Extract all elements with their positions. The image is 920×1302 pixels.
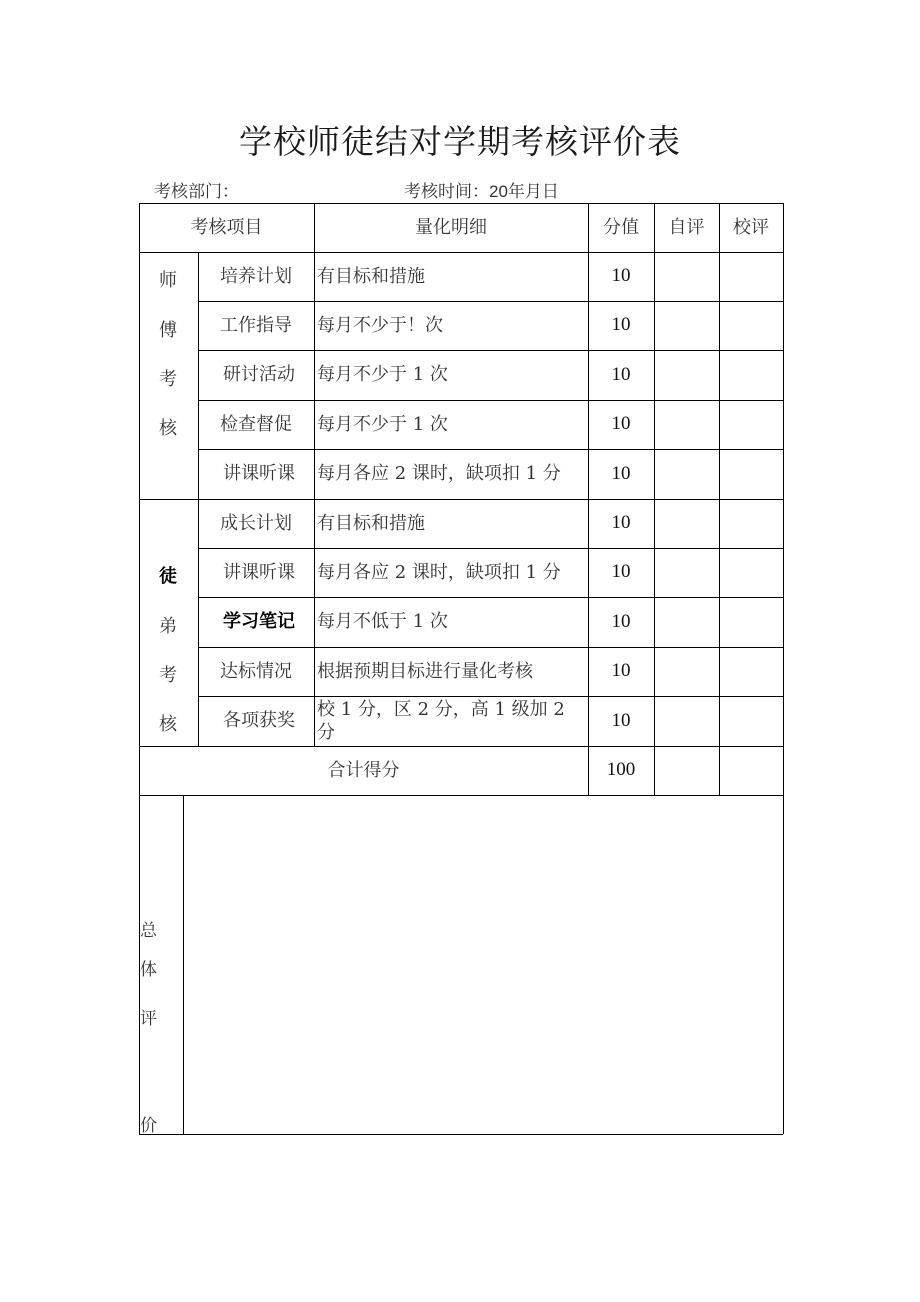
- master-score: 10: [611, 413, 631, 435]
- master-detail: 每月不少于 1 次: [317, 364, 448, 386]
- total-label: 合计得分: [327, 759, 400, 781]
- label-char: 价: [140, 1116, 157, 1136]
- apprentice-score: 10: [611, 709, 631, 731]
- header-self-eval: 自评: [668, 216, 705, 238]
- header-item: 考核项目: [190, 216, 263, 238]
- master-detail: 每月不少于！次: [317, 314, 443, 336]
- assessment-time: [404, 177, 559, 202]
- apprentice-detail: 根据预期目标进行量化考核: [317, 660, 533, 682]
- time-suffix: 年月日: [507, 182, 559, 202]
- apprentice-detail: 有目标和措施: [317, 512, 425, 534]
- apprentice-item: 讲课听课: [223, 561, 295, 583]
- label-char: 考: [159, 369, 177, 390]
- label-char: 徒: [159, 566, 177, 587]
- master-score: 10: [611, 363, 631, 385]
- apprentice-score: 10: [611, 512, 631, 534]
- label-char: 考: [159, 665, 177, 686]
- master-item: 讲课听课: [223, 463, 295, 485]
- apprentice-item: 达标情况: [220, 660, 292, 682]
- master-score: 10: [611, 265, 631, 287]
- apprentice-score: 10: [611, 561, 631, 583]
- label-char: 总: [140, 921, 157, 941]
- apprentice-score: 10: [611, 660, 631, 682]
- label-char: 体: [140, 960, 157, 980]
- apprentice-detail: 每月不低于 1 次: [317, 611, 448, 633]
- master-item: 检查督促: [220, 413, 292, 435]
- total-score: 100: [606, 759, 636, 781]
- label-char: 傅: [159, 320, 177, 341]
- apprentice-detail: 校 1 分，区 2 分，高 1 级加 2 分: [317, 698, 565, 743]
- master-item: 工作指导: [220, 314, 292, 336]
- page-title: 学校师徒结对学期考核评价表: [239, 122, 681, 161]
- master-score: 10: [611, 314, 631, 336]
- time-label: 考核时间：: [404, 182, 489, 202]
- label-char: 核: [159, 418, 177, 439]
- master-score: 10: [611, 462, 631, 484]
- apprentice-detail: 每月各应 2 课时，缺项扣 1 分: [317, 561, 561, 583]
- label-char: 评: [140, 1009, 157, 1029]
- header-score: 分值: [603, 216, 639, 238]
- apprentice-item: 各项获奖: [223, 710, 295, 732]
- department-label: 考核部门：: [154, 182, 239, 202]
- label-char: 师: [159, 270, 177, 291]
- master-detail: 有目标和措施: [317, 265, 425, 287]
- apprentice-item: 学习笔记: [223, 611, 295, 633]
- apprentice-item: 成长计划: [220, 512, 292, 534]
- master-item: 研讨活动: [223, 364, 295, 386]
- overall-evaluation-area[interactable]: [184, 796, 783, 1134]
- time-value: 20: [489, 182, 508, 201]
- master-item: 培养计划: [220, 265, 292, 287]
- label-char: 核: [159, 714, 177, 735]
- master-detail: 每月各应 2 课时，缺项扣 1 分: [317, 463, 561, 485]
- master-detail: 每月不少于 1 次: [317, 413, 448, 435]
- label-char: 弟: [159, 616, 177, 637]
- header-detail: 量化明细: [415, 216, 487, 238]
- apprentice-score: 10: [611, 610, 631, 632]
- header-school-eval: 校评: [733, 216, 769, 238]
